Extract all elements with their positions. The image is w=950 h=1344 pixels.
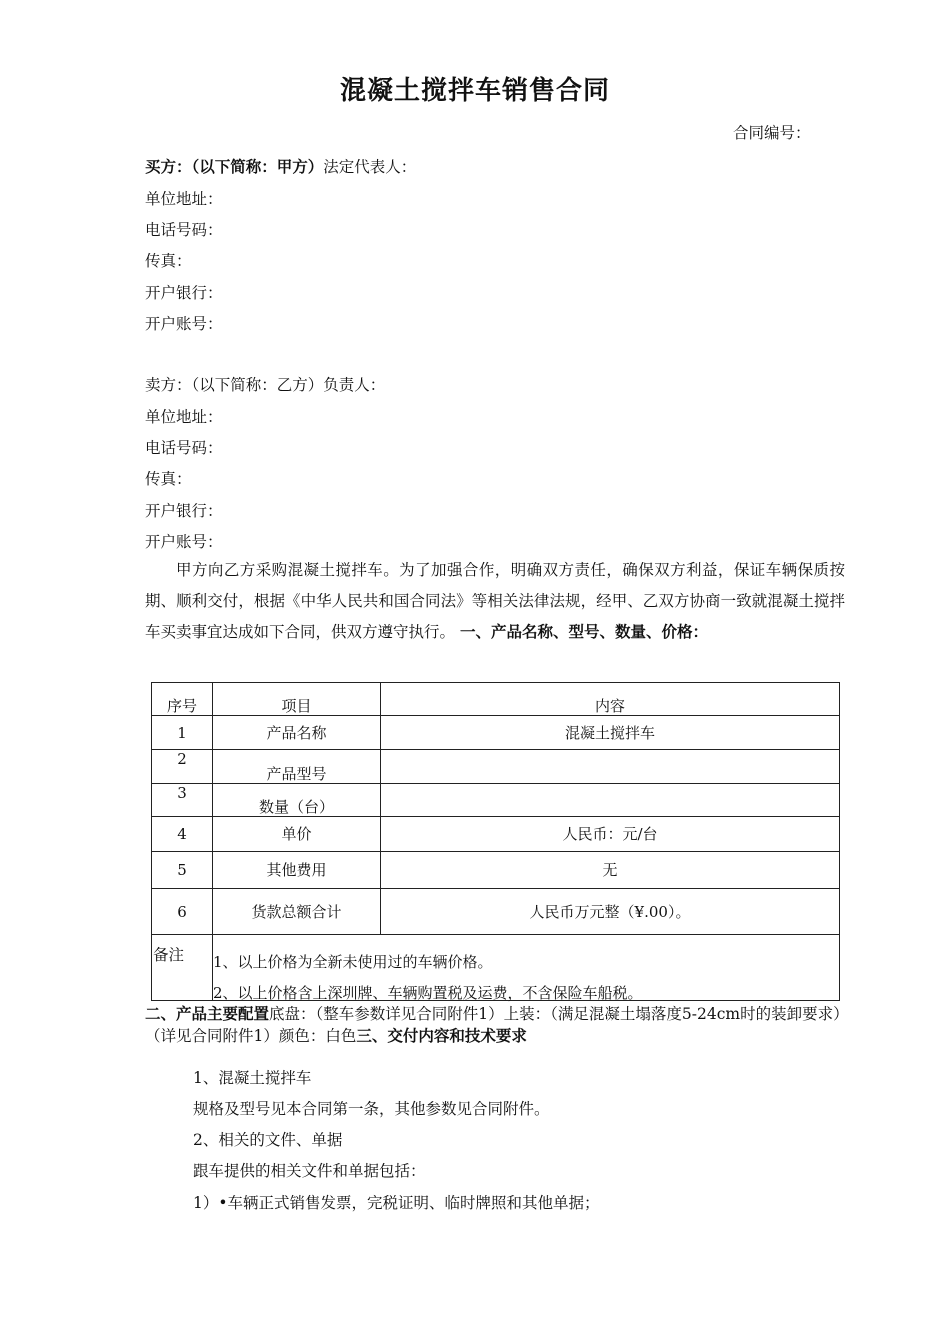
row-index: 2	[152, 750, 213, 784]
row-content	[381, 750, 840, 784]
row-content: 人民币：元/台	[381, 817, 840, 852]
table-row	[152, 817, 840, 852]
section-2-heading: 二、产品主要配置	[145, 1005, 270, 1023]
intro-text: 甲方向乙方采购混凝土搅拌车。为了加强合作，明确双方责任，确保双方利益，保证车辆保质按期、顺利交付，根据《中华人民共和国合同法》等相关法律法规，经甲、乙双方协商一致就混凝土搅拌车买卖事宜达成如下合同，供双方遵守执行。	[145, 561, 845, 641]
row-index: 6	[152, 889, 213, 935]
seller-address: 单位地址：	[145, 408, 223, 426]
contract-number-label: 合同编号：	[733, 124, 811, 142]
seller-heading: 卖方：（以下简称：乙方）负责人：	[145, 376, 386, 394]
section-3-heading: 三、交付内容和技术要求	[356, 1027, 527, 1045]
row-item: 数量（台）	[213, 784, 381, 817]
note-line: 1、以上价格为全新未使用过的车辆价格。	[213, 953, 493, 971]
notes-label: 备注	[153, 946, 185, 964]
table-header-row	[152, 683, 840, 716]
row-item: 产品名称	[213, 716, 381, 750]
row-content: 人民币万元整（¥.00）。	[381, 889, 840, 935]
buyer-heading-bold: 买方：（以下简称：甲方）	[145, 158, 324, 176]
table-row	[152, 852, 840, 889]
list-item: 跟车提供的相关文件和单据包括：	[193, 1162, 426, 1180]
row-content: 混凝土搅拌车	[381, 716, 840, 750]
seller-fax: 传真：	[145, 470, 192, 488]
table-row	[152, 750, 840, 784]
buyer-phone: 电话号码：	[145, 221, 223, 239]
row-index: 5	[152, 852, 213, 889]
list-item: 1）•车辆正式销售发票，完税证明、临时牌照和其他单据；	[193, 1194, 600, 1212]
seller-phone: 电话号码：	[145, 439, 223, 457]
row-item: 产品型号	[213, 750, 381, 784]
row-content: 无	[381, 852, 840, 889]
row-item: 货款总额合计	[213, 889, 381, 935]
row-index: 1	[152, 716, 213, 750]
row-item: 其他费用	[213, 852, 381, 889]
buyer-representative: 法定代表人：	[323, 158, 417, 176]
row-content	[381, 784, 840, 817]
section-1-heading: 一、产品名称、型号、数量、价格：	[459, 623, 708, 641]
section-2-paragraph	[145, 1003, 845, 1047]
intro-paragraph	[145, 555, 845, 648]
seller-account: 开户账号：	[145, 533, 223, 551]
buyer-fax: 传真：	[145, 252, 192, 270]
row-index: 4	[152, 817, 213, 852]
list-item: 2、相关的文件、单据	[193, 1131, 343, 1149]
row-item: 单价	[213, 817, 381, 852]
table-row	[152, 716, 840, 750]
buyer-bank: 开户银行：	[145, 284, 223, 302]
section-2-text: 底盘：（整车参数详见合同附件1）上装：（满足混凝土塌落度5-24cm时的装卸要求）（详见合同附件1）颜色：白色	[145, 1005, 841, 1045]
buyer-account: 开户账号：	[145, 315, 223, 333]
row-index: 3	[152, 784, 213, 817]
buyer-heading	[145, 155, 416, 177]
buyer-address: 单位地址：	[145, 190, 223, 208]
list-item: 1、混凝土搅拌车	[193, 1069, 312, 1087]
list-item: 规格及型号见本合同第一条，其他参数见合同附件。	[193, 1100, 550, 1118]
table-row	[152, 784, 840, 817]
header-item: 项目	[213, 683, 381, 716]
seller-bank: 开户银行：	[145, 502, 223, 520]
header-content: 内容	[381, 683, 840, 716]
header-index: 序号	[152, 683, 213, 716]
note-line: 2、以上价格含上深圳牌、车辆购置税及运费，不含保险车船税。	[213, 984, 643, 1002]
table-row	[152, 889, 840, 935]
document-title: 混凝土搅拌车销售合同	[339, 76, 610, 106]
